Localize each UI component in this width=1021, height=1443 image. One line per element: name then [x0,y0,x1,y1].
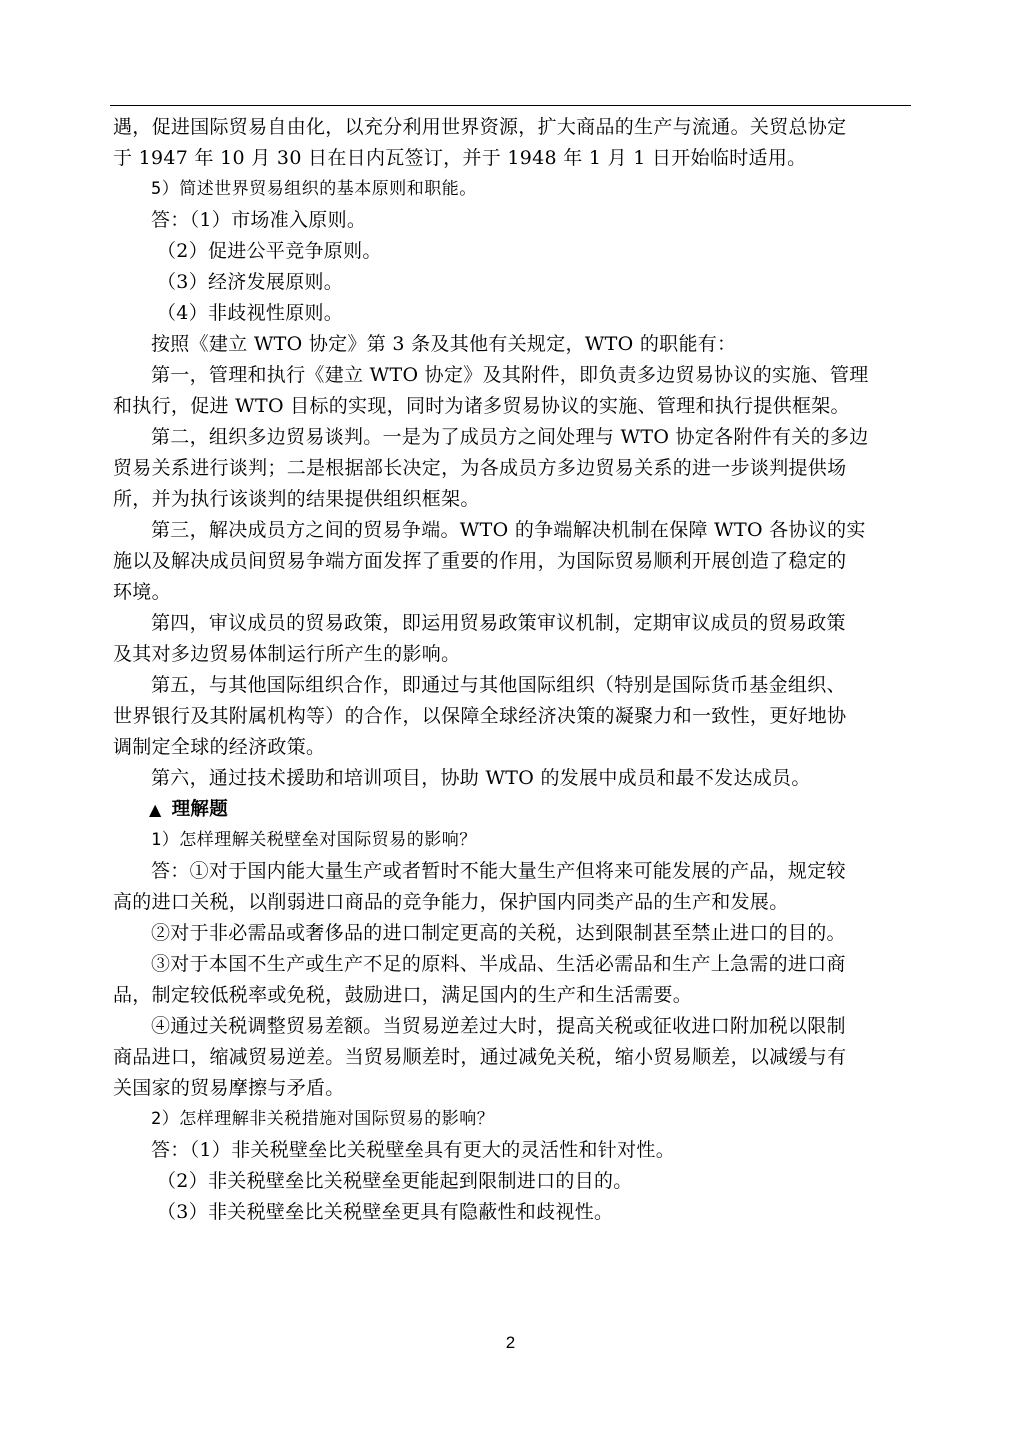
page-content [113,112,911,1228]
text-line: 和执行，促进 WTO 目标的实现，同时为诸多贸易协议的实施、管理和执行提供框架。 [113,395,850,417]
text-line: 世界银行及其附属机构等）的合作，以保障全球经济决策的凝聚力和一致性，更好地协 [113,705,847,727]
text-line: 第五，与其他国际组织合作，即通过与其他国际组织（特别是国际货币基金组织、 [151,674,846,696]
text-line: ③对于本国不生产或生产不足的原料、半成品、生活必需品和生产上急需的进口商 [151,953,846,975]
text-line: 商品进口，缩减贸易逆差。当贸易顺差时，通过减免关税，缩小贸易顺差，以减缓与有 [113,1046,847,1068]
answer-line: 答：（1）市场准入原则。 [151,209,367,231]
section-heading [113,794,911,825]
text-line: 及其对多边贸易体制运行所产生的影响。 [113,643,461,665]
text-line: 施以及解决成员间贸易争端方面发挥了重要的作用，为国际贸易顺利开展创造了稳定的 [113,550,847,572]
answer-item: （4）非歧视性原则。 [157,302,344,324]
answer-item: （3）非关税壁垒比关税壁垒更具有隐蔽性和歧视性。 [157,1201,614,1223]
header-rule [110,105,911,106]
triangle-icon: ▲ [149,800,162,819]
question-2: 2）怎样理解非关税措施对国际贸易的影响？ [151,1109,495,1129]
text-line: 高的进口关税，以削弱进口商品的竞争能力，保护国内同类产品的生产和发展。 [113,891,789,913]
question-1: 1）怎样理解关税壁垒对国际贸易的影响？ [151,830,477,850]
text-line: 第四，审议成员的贸易政策，即运用贸易政策审议机制，定期审议成员的贸易政策 [151,612,846,634]
answer-line: 答：①对于国内能大量生产或者暂时不能大量生产但将来可能发展的产品，规定较 [151,860,846,882]
text-line: ④通过关税调整贸易差额。当贸易逆差过大时，提高关税或征收进口附加税以限制 [151,1015,846,1037]
answer-item: （2）非关税壁垒比关税壁垒更能起到限制进口的目的。 [157,1170,633,1192]
answer-item: （2）促进公平竞争原则。 [157,240,382,262]
text-line: 环境。 [113,581,171,603]
page-number: 2 [505,1333,516,1352]
text-line: 品，制定较低税率或免税，鼓励进口，满足国内的生产和生活需要。 [113,984,693,1006]
question-5: 5）简述世界贸易组织的基本原则和职能。 [151,179,477,199]
text-line: 第一，管理和执行《建立 WTO 协定》及其附件，即负责多边贸易协议的实施、管理 [151,364,869,386]
text-line: 按照《建立 WTO 协定》第 3 条及其他有关规定，WTO 的职能有： [151,333,737,355]
text-line: 第六，通过技术援助和培训项目，协助 WTO 的发展中成员和最不发达成员。 [151,767,811,789]
text-line: 关国家的贸易摩擦与矛盾。 [113,1077,345,1099]
text-line: ②对于非必需品或奢侈品的进口制定更高的关税，达到限制甚至禁止进口的目的。 [151,922,846,944]
text-line: 遇，促进国际贸易自由化，以充分利用世界资源，扩大商品的生产与流通。关贸总协定 [113,116,847,138]
section-heading-label: 理解题 [171,799,229,820]
text-line: 第三，解决成员方之间的贸易争端。WTO 的争端解决机制在保障 WTO 各协议的实 [151,519,866,541]
text-line: 所，并为执行该谈判的结果提供组织框架。 [113,488,480,510]
text-line: 贸易关系进行谈判；二是根据部长决定，为各成员方多边贸易关系的进一步谈判提供场 [113,457,847,479]
text-line: 调制定全球的经济政策。 [113,736,326,758]
text-line: 于 1947 年 10 月 30 日在日内瓦签订，并于 1948 年 1 月 1 日开始临时适用。 [113,147,807,169]
answer-line: 答：（1）非关税壁垒比关税壁垒具有更大的灵活性和针对性。 [151,1139,675,1161]
answer-item: （3）经济发展原则。 [157,271,344,293]
text-line: 第二，组织多边贸易谈判。一是为了成员方之间处理与 WTO 协定各附件有关的多边 [151,426,869,448]
